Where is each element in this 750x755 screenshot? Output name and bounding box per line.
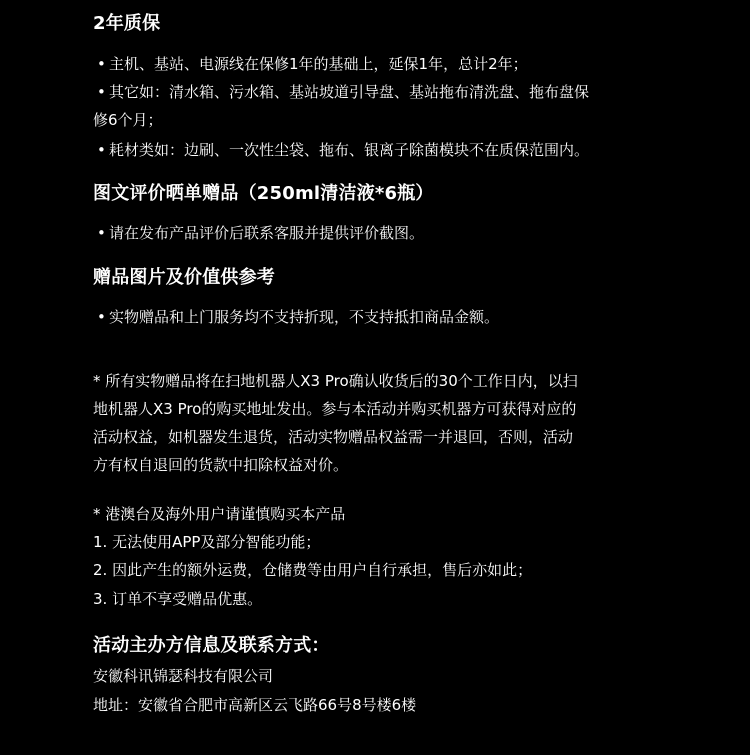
- review-gift-heading: 图文评价晒单赠品（250ml清洁液*6瓶）: [93, 183, 434, 204]
- organizer-address: 地址：安徽省合肥市高新区云飞路66号8号楼6楼: [93, 696, 417, 714]
- overseas-line-3: 2. 因此产生的额外运费，仓储费等由用户自行承担，售后亦如此；: [93, 561, 533, 579]
- bullet-icon: •: [97, 83, 106, 101]
- overseas-line-1: * 港澳台及海外用户请谨慎购买本产品: [93, 505, 346, 523]
- organizer-company: 安徽科讯锦瑟科技有限公司: [93, 667, 274, 685]
- notice-line-4: 方有权自退回的货款中扣除权益对价。: [93, 456, 349, 474]
- warranty-item-1: [93, 50, 673, 78]
- warranty-item-2-continuation: 修6个月；: [93, 111, 163, 129]
- warranty-heading: 2年质保: [93, 13, 161, 34]
- gift-value-item-text: 实物赠品和上门服务均不支持折现，不支持抵扣商品金额。: [109, 308, 500, 326]
- gift-value-item: [93, 303, 673, 331]
- warranty-item-text: 其它如：清水箱、污水箱、基站坡道引导盘、基站拖布清洗盘、拖布盘保: [109, 83, 590, 101]
- notice-line-1: * 所有实物赠品将在扫地机器人X3 Pro确认收货后的30个工作日内，以扫: [93, 372, 578, 390]
- overseas-line-2: 1. 无法使用APP及部分智能功能；: [93, 533, 321, 551]
- warranty-item-text: 主机、基站、电源线在保修1年的基础上，延保1年，总计2年；: [109, 55, 528, 73]
- notice-line-2: 地机器人X3 Pro的购买地址发出。参与本活动并购买机器方可获得对应的: [93, 400, 577, 418]
- notice-line-3: 活动权益，如机器发生退货，活动实物赠品权益需一并退回，否则，活动: [93, 428, 574, 446]
- review-gift-item: [93, 219, 673, 247]
- warranty-item-2: [93, 78, 673, 106]
- bullet-icon: •: [97, 141, 106, 159]
- overseas-line-4: 3. 订单不享受赠品优惠。: [93, 590, 263, 608]
- warranty-item-text: 耗材类如：边刷、一次性尘袋、拖布、银离子除菌模块不在质保范围内。: [109, 141, 590, 159]
- gift-value-heading: 赠品图片及价值供参考: [93, 267, 275, 288]
- organizer-heading: 活动主办方信息及联系方式：: [93, 635, 330, 656]
- bullet-icon: •: [97, 308, 106, 326]
- warranty-item-3: [93, 136, 673, 164]
- bullet-icon: •: [97, 224, 106, 242]
- review-gift-item-text: 请在发布产品评价后联系客服并提供评价截图。: [109, 224, 425, 242]
- bullet-icon: •: [97, 55, 106, 73]
